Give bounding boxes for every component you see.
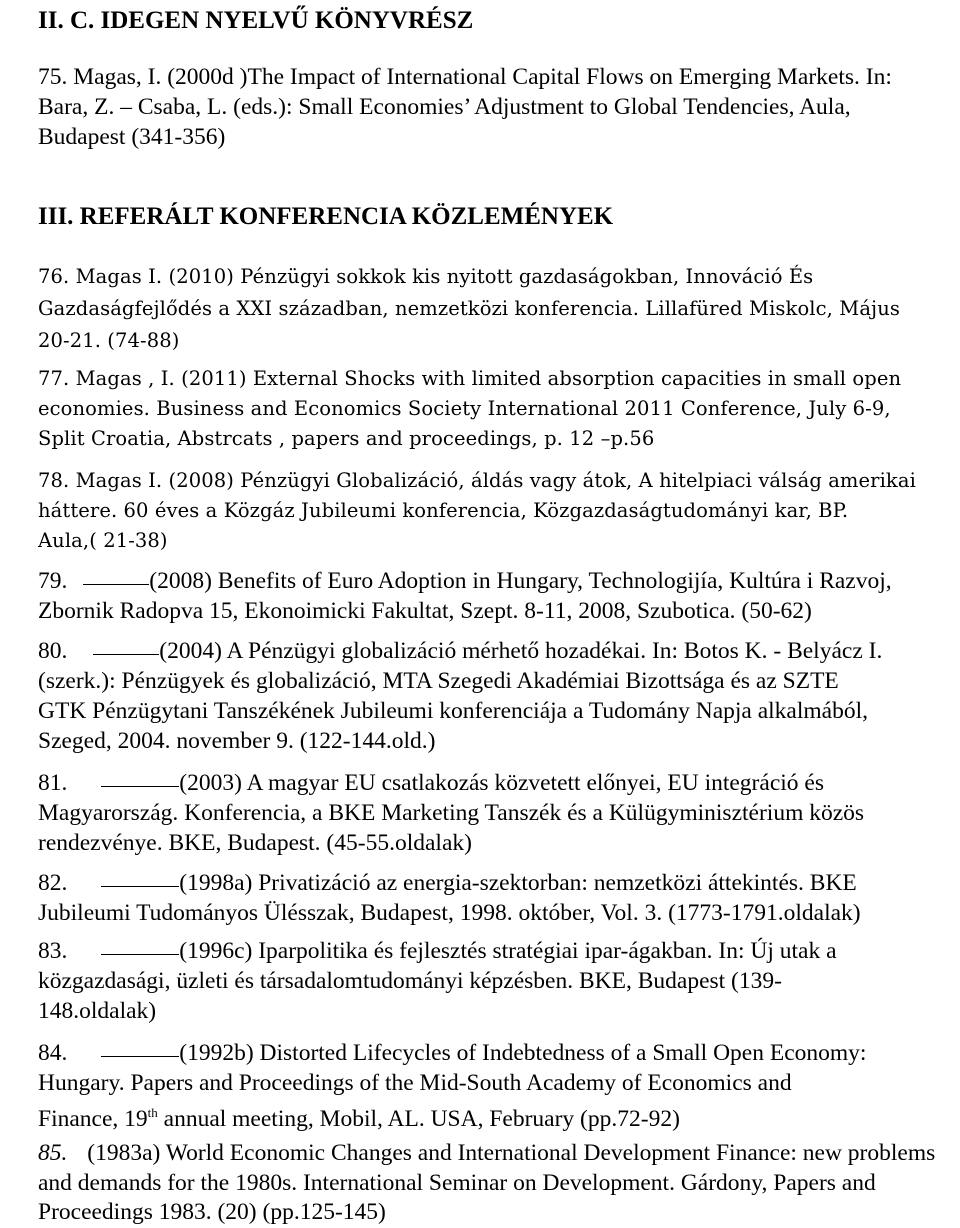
entry-text: (1996c) Iparpolitika és fejlesztés stratégiai ipar-ágakban. In: Új utak a [179,938,837,964]
entry-line: economies. Business and Economics Society International 2011 Conference, July 6-9, [38,397,891,420]
entry-line: 20-21. (74-88) [38,329,180,352]
entry-line: Proceedings 1983. (20) (pp.125-145) [38,1199,386,1225]
author-blank-line [101,953,179,955]
entry-text: (1998a) Privatizáció az energia-szektorban: nemzetközi áttekintés. BKE [179,870,857,896]
superscript: th [147,1105,158,1120]
entry-line: háttere. 60 éves a Közgáz Jubileumi konferencia, Közgazdaságtudományi kar, BP. [38,499,849,522]
entry-line: (szerk.): Pénzügyek és globalizáció, MTA Szegedi Akadémiai Bizottsága és az SZTE [38,668,839,694]
entry-line: Jubileumi Tudományos Ülésszak, Budapest, 1998. október, Vol. 3. (1773-1791.oldalak) [38,900,861,926]
entry-line: 148.oldalak) [38,998,157,1024]
author-blank-line [83,583,149,585]
entry-line: Zbornik Radopva 15, Ekonoimicki Fakultat, Szept. 8-11, 2008, Szubotica. (50-62) [38,598,812,624]
entry-number: 83. [38,938,68,964]
entry-line [38,768,824,798]
entry-line: Split Croatia, Abstrcats , papers and proceedings, p. 12 –p.56 [38,427,655,450]
author-blank-line [101,785,179,787]
entry-number: 84. [38,1040,68,1066]
author-blank-line [101,1055,179,1057]
entry-line: Szeged, 2004. november 9. (122-144.old.) [38,728,436,754]
entry-line: Budapest (341-356) [38,124,226,150]
entry-line [38,1038,866,1068]
entry-text: (1983a) World Economic Changes and International Development Finance: new problems [87,1140,936,1166]
entry-line: 75. Magas, I. (2000d )The Impact of International Capital Flows on Emerging Markets. In: [38,64,892,90]
section-heading-conference: III. REFERÁLT KONFERENCIA KÖZLEMÉNYEK [38,203,614,230]
entry-number: 80. [38,638,68,664]
entry-line [38,566,892,596]
entry-number: 82. [38,870,68,896]
entry-line: and demands for the 1980s. International Seminar on Development. Gárdony, Papers and [38,1170,876,1196]
entry-text: Finance, 19 [38,1106,148,1132]
author-blank-line [93,653,159,655]
entry-line: rendezvénye. BKE, Budapest. (45-55.oldalak) [38,830,472,856]
entry-line: közgazdasági, üzleti és társadalomtudományi képzésben. BKE, Budapest (139- [38,968,782,994]
entry-line: 76. Magas I. (2010) Pénzügyi sokkok kis nyitott gazdaságokban, Innováció És [38,265,814,288]
author-blank-line [101,885,179,887]
entry-line: Hungary. Papers and Proceedings of the Mid-South Academy of Economics and [38,1070,792,1096]
entry-line [38,868,857,898]
entry-line [38,1098,680,1134]
entry-line: Bara, Z. – Csaba, L. (eds.): Small Economies’ Adjustment to Global Tendencies, Aula, [38,94,851,120]
entry-text: (2004) A Pénzügyi globalizáció mérhető hozadékai. In: Botos K. - Belyácz I. [159,638,883,664]
entry-line: 77. Magas , I. (2011) External Shocks with limited absorption capacities in small open [38,367,902,390]
entry-line [38,936,837,966]
entry-text: (2003) A magyar EU csatlakozás közvetett előnyei, EU integráció és [179,770,824,796]
entry-text: annual meeting, Mobil, AL. USA, February (pp.72-92) [157,1106,680,1132]
entry-line: GTK Pénzügytani Tanszékének Jubileumi konferenciája a Tudomány Napja alkalmából, [38,698,868,724]
entry-text: (2008) Benefits of Euro Adoption in Hungary, Technologijía, Kultúra i Razvoj, [149,568,892,594]
entry-line: 78. Magas I. (2008) Pénzügyi Globalizáció, áldás vagy átok, A hitelpiaci válság amerikai [38,469,916,492]
entry-line [38,1138,935,1168]
entry-number: 81. [38,770,68,796]
entry-line: Gazdaságfejlődés a XXI században, nemzetközi konferencia. Lillafüred Miskolc, Május [38,297,900,320]
entry-line: Aula,( 21-38) [38,529,168,552]
section-heading-foreign-books: II. C. IDEGEN NYELVŰ KÖNYVRÉSZ [38,7,474,34]
entry-text: (1992b) Distorted Lifecycles of Indebtedness of a Small Open Economy: [179,1040,867,1066]
entry-line: Magyarország. Konferencia, a BKE Marketing Tanszék és a Külügyminisztérium közös [38,800,865,826]
entry-number: 85. [38,1140,68,1166]
entry-line [38,636,882,666]
entry-number: 79. [38,568,68,594]
